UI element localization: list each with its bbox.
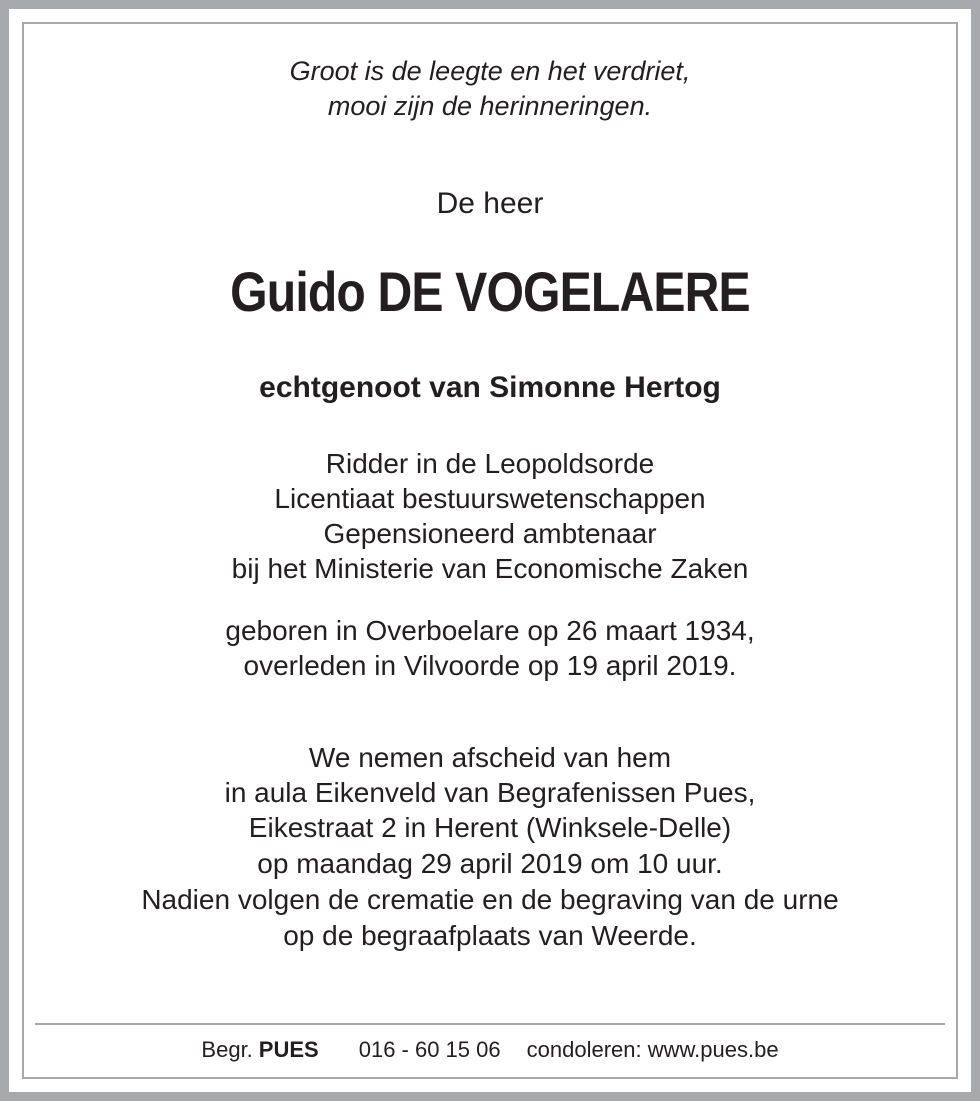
footer-label: Begr.	[201, 1037, 253, 1062]
title-line: bij het Ministerie van Economische Zaken	[231, 553, 749, 584]
salutation: De heer	[436, 187, 544, 220]
title-line: Gepensioneerd ambtenaar	[323, 518, 657, 549]
footer	[0, 1034, 980, 1066]
quote-line-2: mooi zijn de herinneringen.	[327, 91, 653, 121]
ceremony-line: op de begraafplaats van Weerde.	[283, 920, 697, 951]
death-line: overleden in Vilvoorde op 19 april 2019.	[243, 650, 737, 681]
quote-line-1: Groot is de leegte en het verdriet,	[289, 56, 691, 86]
phone-number[interactable]: 016 - 60 15 06	[358, 1037, 501, 1062]
title-line: Licentiaat bestuurswetenschappen	[274, 483, 706, 514]
funeral-home-name: PUES	[258, 1037, 319, 1062]
ceremony-line: op maandag 29 april 2019 om 10 uur.	[257, 848, 723, 879]
title-line: Ridder in de Leopoldsorde	[325, 448, 655, 479]
spouse-line: echtgenoot van Simonne Hertog	[259, 371, 721, 404]
ceremony-line: in aula Eikenveld van Begrafenissen Pues,	[224, 777, 756, 808]
birth-line: geboren in Overboelare op 26 maart 1934,	[225, 615, 755, 646]
footer-divider	[35, 1023, 945, 1025]
condolences-link[interactable]: condoleren: www.pues.be	[526, 1037, 779, 1062]
ceremony-line: Nadien volgen de crematie en de begraving van de urne	[141, 884, 839, 915]
deceased-name: Guido DE VOGELAERE	[230, 260, 750, 323]
ceremony-line: We nemen afscheid van hem	[308, 742, 672, 773]
ceremony-line: Eikestraat 2 in Herent (Winksele-Delle)	[248, 812, 732, 843]
